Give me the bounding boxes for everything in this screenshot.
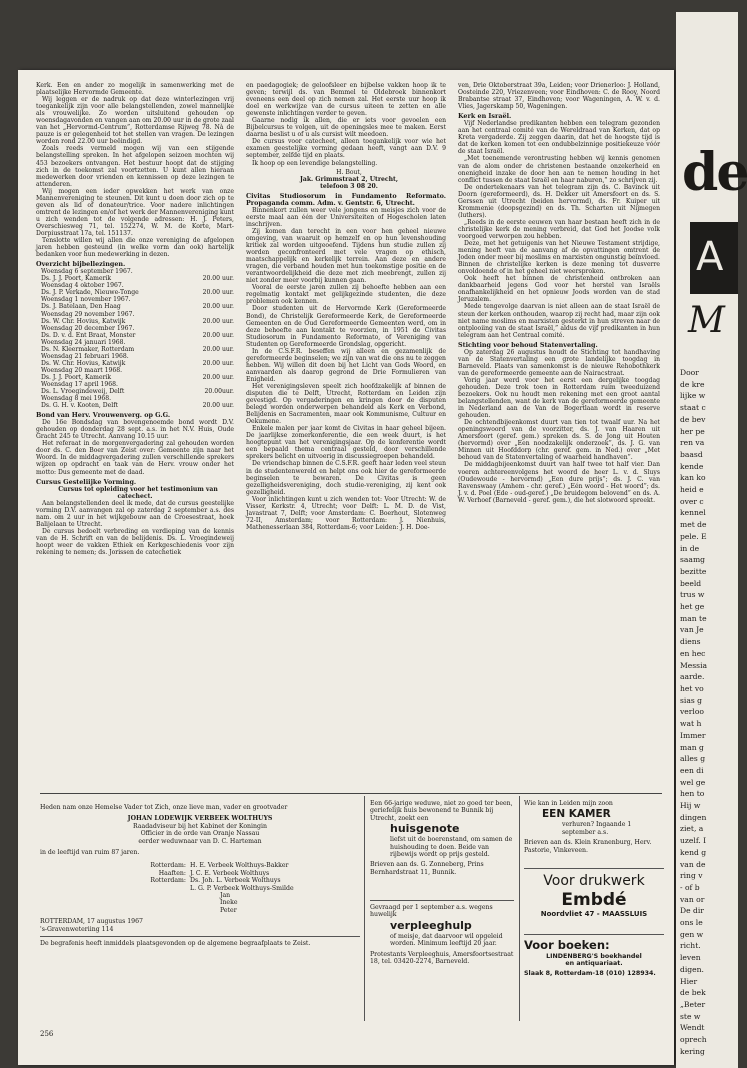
col1-intro-3: Zoals reeds vermeld mogen wij van een stijgende belangstelling spreken. In het afgelopen seizoen mochten wij 453 bezoekers ontvangen. Het bestuur hoopt dat de stijging zich in de toekomst zal voortzetten. U kunt allen hieraan medewerken door vrienden en kennissen op deze lezingen te attenderen. xyxy=(36,145,234,188)
adjacent-line: kend g xyxy=(680,847,707,857)
adjacent-line: Wendt xyxy=(680,1023,705,1033)
boeken-heading: Voor boeken: xyxy=(524,938,610,952)
schedule-row: Woensdag 17 april 1968. xyxy=(41,380,118,388)
family-row: Rotterdam: H. E. Verbeek Wolthuys-Bakker xyxy=(150,862,289,870)
schedule-row: Ds. L. Vroegindeweij, Delft 20.00uur. xyxy=(41,388,234,396)
deceased-title-2: Officier in de orde van Oranje Nassau xyxy=(140,830,260,838)
adjacent-page-edge xyxy=(676,12,747,1068)
israel-text-2: „Met toenemende verontrusting hebben wij kennis genomen van de alom onder de christenen bestaande onzekerheid en onenigheid inzake de door hen aan te nemen houding in het conflict tussen de staat Israël en haar naburen,” zo schrijven zij. xyxy=(458,155,660,184)
schedule-list xyxy=(36,268,234,409)
schedule-row: Woensdag 4 oktober 1967. xyxy=(41,282,124,290)
adjacent-line: uzelf. I xyxy=(680,836,707,846)
verpleeghulp-text: of meisje, dat daarvoor wil opgeleid worden. Minimum leeftijd 20 jaar. xyxy=(390,932,503,948)
civitas-text-9: Voor inlichtingen kunt u zich wenden tot: Voor Utrecht: W. de Visser, Kerkstr. 4, Utrecht; voor Delft: L. M. D. de Vist, Javastraat 7, Delft; voor Amsterdam: C. Boerhout, Slotenweg 72-II, Amsterdam; voor Rotterdam: J. Nienhuis, Mathenesserlaan 384, Rotterdam-6; voor Leiden: J. H. Doe- xyxy=(246,495,446,531)
col1-intro-5: Tenslotte willen wij allen die onze vereniging de afgelopen jaren hebben gesteund (in welke vorm dan ook) hartelijk bedanken voor hun medewerking in dezen. xyxy=(36,237,234,259)
adjacent-line: de kre xyxy=(680,379,705,389)
adjacent-line: wat h xyxy=(680,719,702,729)
kamer-text: verhuren? Ingaande 1 september a.s. xyxy=(562,821,632,836)
family-row: Rotterdam: Ds. Joh. L. Verbeek Wolthuys xyxy=(150,877,281,885)
civitas-text-3: Vooral de eerste jaren zullen zij behoefte hebben aan een regelmatig kontakt met gelijkgezinde studenten, die deze problemen ook kennen. xyxy=(246,284,446,306)
adjacent-black-box xyxy=(690,222,738,294)
schedule-row: Ds. J. J. Poort, Kamerik 20.00 uur. xyxy=(41,275,234,283)
adjacent-line: diens xyxy=(680,637,701,647)
family-row: Haaften: J. C. E. Verbeek Wolthuys xyxy=(158,869,270,877)
adjacent-line: in de xyxy=(680,543,700,553)
israel-text-7: Mede tengevolge daarvan is niet alleen aan de staat Israël de steun der kerken onthouden, waarop zij recht had, maar zijn ook niet name moslims en marxisten gesterkt in hun streven naar de ontplooiing van de staat Israël,” aldus de vijf predikanten in hun telegram aan het Centraal comité. xyxy=(458,303,660,339)
notice-footer: De begrafenis heeft inmiddels plaatsgevonden op de algemene begraafplaats te Zeist. xyxy=(40,940,311,948)
schedule-row: Woensdag 6 september 1967. xyxy=(41,268,133,276)
cursus-text-1: Aan belangstellenden deel ik mede, dat de cursus geestelijke vorming D.V. aanvangen zal op zaterdag 2 september a.s. des nam. om 2 uur in het wijkgebouw aan de Croesestraat, hoek Balijelaan te Utrecht. xyxy=(36,499,234,528)
col2-text-3: De cursus voor catecheet, alleen toegankelijk voor wie het examen geestelijke vorming gedaan heeft, vangt aan D.V. 9 september, zelfde tijd en plaats. xyxy=(246,138,446,160)
col1-intro-4: Wij mogen een ieder opwekken het werk van onze Mannenvereniging te steunen. Dit kunt u doen door zich op te geven als lid of donateur/trice. Voor nadere inlichtingen omtrent de lezingen en/of het werk der Mannenvereniging kunt u zich wenden tot de volgende adressen: H. J. Peters, Overschiesweg 71, tel. 152274, W. M. de Korte, Mart-Dorpiusstraat 17a, tel. 151137. xyxy=(36,187,234,237)
adjacent-line: man g xyxy=(680,742,704,752)
adjacent-line: bezitte xyxy=(680,566,707,576)
adjacent-line: kering xyxy=(680,1046,705,1056)
adjacent-line: van or xyxy=(680,894,705,904)
col3-text-top: ven, Drie Oktoberstraat 39a, Leiden; voor Drienerloo: J. Holland, Oosteinde 220, Vriezenveen; voor Eindhoven: C. de Rooy, Noord Brabantse straat 37, Eindhoven; voor Wageningen, A. W. v. d. Vlies, Jagerskamp 50, Wageningen. xyxy=(458,82,660,111)
family-list xyxy=(40,862,360,914)
col2-text-1: en paedagogiek; de geloofsleer en bijbelse vakken hoop ik te geven; terwijl ds. van Bemmel te Oldebroek binnenkort eveneens een deel op zich nemen zal. Het eerste uur hoop ik doel en werkwijze van de cursus uiteen te zetten en alle gewenste inlichtingen verder te geven. xyxy=(246,82,446,118)
column-1 xyxy=(36,82,234,790)
adjacent-column-text xyxy=(680,367,738,1057)
boeken-shop: LINDENBERG'S boekhandel xyxy=(546,953,642,960)
deceased-title-3: eerder weduwnaar van D. C. Harteman xyxy=(138,837,262,845)
huisgenote-text: liefst uit de boerenstand, om samen de huishouding te doen. Beide van rijbewijs wordt op prijs gesteld. xyxy=(390,836,513,859)
schedule-row: Woensdag 29 november 1967. xyxy=(41,310,135,318)
ad-rule xyxy=(524,868,664,869)
bond-heading: Bond van Herv. Vrouwenverg. op G.G. xyxy=(36,411,171,420)
schedule-row: Ds. J. J. Poort, Kamerik 20.00 uur. xyxy=(41,373,234,381)
ad-divider-1 xyxy=(364,796,365,1021)
stichting-text-2: Vorig jaar werd voor het eerst een dergelijke toogdag gehouden. Deze trok toen in Rotterdam ruim tweeduizend bezoekers. Ook nu houdt men rekening met een groot aantal belangstellenden, want de kerk van de gereformeerde gemeente in Nederland aan de Van de Bogertlaan wordt in reserve gehouden. xyxy=(458,376,660,420)
ad-kamer xyxy=(524,800,664,864)
family-row: L. G. P. Verbeek Wolthuys-Smilde xyxy=(190,884,294,892)
schedule-row: Woensdag 8 mei 1968. xyxy=(41,395,112,403)
adjacent-line: Hier xyxy=(680,976,698,986)
schedule-row: Ds. D. v. d. Ent Braat, Monster 20.00 uur. xyxy=(41,331,234,339)
adjacent-line: man te xyxy=(680,613,707,623)
ad-rule xyxy=(524,934,664,935)
ad-divider-2 xyxy=(519,796,520,1021)
adjacent-line: oprech xyxy=(680,1035,707,1045)
adjacent-line: saamg xyxy=(680,555,706,565)
adjacent-line: het vo xyxy=(680,683,704,693)
adjacent-line: digen. xyxy=(680,964,704,974)
civitas-text-4: Door studenten uit de Hervormde Kerk (Gereformeerde Bond), de Christelijk Gereformeerde Kerk, de Gereformeerde Gemeenten en de Oud Gereformeerde Gemeenten werd, om in deze behoefte aan kontakt te voorzien, in 1951 de Civitas Studiosorum in Fundamento Reformato, of Vereniging van Studenten op Gereformeerde Grondslag, opgericht. xyxy=(246,305,446,348)
deceased-age: in de leeftijd van ruim 87 jaren. xyxy=(40,849,140,857)
boeken-address: Slaak 8, Rotterdam-18 (010) 128934. xyxy=(524,969,656,977)
adjacent-line: ziet, a xyxy=(680,824,704,834)
adjacent-line: over c xyxy=(680,496,704,506)
cursus-text-2: De cursus bedoelt verbreding en verdieping van de kennis van de H. Schrift en van de belijdenis. Ds. L. Vroegindeweij hoopt weer de vakken Ethiek en Kerkgeschiedenis voor zijn rekening te nemen; ds. Jorissen de catechetiek xyxy=(36,527,234,557)
ad-verpleeghulp xyxy=(370,904,515,1019)
israel-text-4: „Reeds in de eerste eeuwen van haar bestaan heeft zich in de christelijke kerk de mening verbreid, dat God het Joodse volk voorgoed verworpen zou hebben. xyxy=(458,218,660,240)
adjacent-line: trus w xyxy=(680,590,705,600)
adjacent-line: alles g xyxy=(680,754,706,764)
ad-drukwerk xyxy=(524,872,664,932)
ads-divider xyxy=(40,793,662,794)
signature-phone: telefoon 3 08 20. xyxy=(320,182,378,190)
schedule-row: Woensdag 20 december 1967. xyxy=(41,324,135,332)
schedule-row: Ds. W. Chr. Hovius, Katwijk 20.00 uur. xyxy=(41,359,234,367)
adjacent-line: „Beter xyxy=(680,999,706,1009)
civitas-text-7: Enkele malen per jaar komt de Civitas in haar geheel bijeen. De jaarlijkse zomerkonferentie, die een week duurt, is het hoogtepunt van het verenigingsjaar. Op de konferentie wordt een bepaald thema centraal gesteld, door verschillende sprekers belicht en uitvoerig in discussiegroepen behandeld. xyxy=(246,425,446,461)
israel-text-1: Vijf Nederlandse predikanten hebben een telegram gezonden aan het centraal comité van de Wereldraad van Kerken, dat op Kreta vergaderde. Zij zeggen daarin, dat het de hoogste tijd is dat de kerken komen tot een ondubbelzinnige positiekeuze vóór de staat Israël. xyxy=(458,120,660,156)
cursus-heading: Cursus Gesteliijke Vorming. xyxy=(36,477,137,486)
civitas-text-2: Zij komen dan terecht in een voor hen geheel nieuwe omgeving, van waaruit op hemzelf en op hun levenshouding kritiek zal worden uitgeoefend. Tijdens hun studie zullen zij worden geconfronteerd met vele vragen op ethisch, maatschappelijk en kerkelijk terrein. Aan deze en andere vragen, die verband houden met hun toekomstige positie en de verantwoordelijkheid die deze met zich meebrengt, zullen zij niet zonder meer voorbij kunnen gaan. xyxy=(246,227,446,285)
ad-rule xyxy=(370,900,514,901)
stichting-text-1: Op zaterdag 26 augustus houdt de Stichting tot handhaving van de Statenvertaling een grote landelijke toogdag in Barneveld. Plaats van samenkomst is de nieuwe Rehobothkerk van de gereformeerde gemeente aan de Nairacstraat. xyxy=(458,348,660,377)
adjacent-line: met de xyxy=(680,520,707,530)
adjacent-line: kan ko xyxy=(680,473,706,483)
israel-text-5: Deze, met het getuigenis van het Nieuwe Testament strijdige, mening heeft van de aanvang af de opvattingen omtrent de Joden onder meer bij moslims en marxisten ongunstig beïnvloed. Binnen de christelijke kerken is deze mening tot dusverre onvoldoende of in het geheel niet weersproken. xyxy=(458,240,660,276)
adjacent-line: ste w xyxy=(680,1011,701,1021)
adjacent-line: - of b xyxy=(680,882,700,892)
signature-address: Jak. Grimmstraat 2, Utrecht, xyxy=(300,175,398,183)
ad-huisgenote xyxy=(370,800,515,900)
kamer-heading: EEN KAMER xyxy=(542,808,611,821)
adjacent-line: verloo xyxy=(680,707,704,717)
col1-intro-2: Wij leggen er de nadruk op dat deze winterlezingen vrij toegankelijk zijn voor alle belangstellenden, zowel mannelijke als vrouwelijke. Zo worden uitsluitend gehouden op woensdagavonden en vangen aan om 20.00 uur in de grote zaal van het „Hervormd-Centrum”, Rotterdamse Rijweg 78. Nà de pauze is er gelegenheid tot het stellen van vragen. De lezingen worden rond 22.00 uur beëindigd. xyxy=(36,96,234,146)
civitas-text-5: In de C.S.F.R. beseffen wij alleen en gezamenlijk de gereformeerde beginselen; we zijn van wat die ons nu te zeggen hebben. Wij willen dit doen bij het Licht van Gods Woord, en aanvaarden als daarop gegrond de Drie Formulieren van Enigheid. xyxy=(246,347,446,383)
col2-text-2: Gaarne nodig ik allen, die er iets voor gevoelen een Bijbelcursus te volgen, uit de openingsles mee te maken. Eerst daarna beslist u of u als cursist wilt meedoen. xyxy=(246,117,446,139)
schedule-row: Ds. W. Chr. Hovius, Katwijk 20.00 uur. xyxy=(41,317,234,325)
adjacent-line: staat c xyxy=(680,403,706,413)
adjacent-line: hen to xyxy=(680,789,705,799)
adjacent-line: pele. E xyxy=(680,531,707,541)
death-notice-intro: Heden nam onze Hemelse Vader tot Zich, onze lieve man, vader en grootvader xyxy=(40,804,288,811)
kamer-contact: Brieven aan ds. Klein Kranenburg, Herv. Pastorie, Vinkeveen. xyxy=(524,839,652,854)
drukwerk-address: Noordvliet 47 - MAASSLUIS xyxy=(540,910,648,918)
schedule-row: Ds. G. H. v. Kooten, Delft 20.00 uur. xyxy=(41,402,234,410)
stichting-text-3: De ochtendbijeenkomst duurt van tien tot twaalf uur. Na het openingswoord van de voorzitter, ds. J. van Haaren uit Amersfoort (geref. gem.) spreken ds. S. de Jong uit Houten (hervormd) over „Een noodzakelijk onderzoek”, ds. J. G. van Minnen uit Hoofddorp (chr. geref. gem. in Ned.) over „Met behoud van de Statenvertaling of waarheid handhaven”. xyxy=(458,419,660,462)
adjacent-line: van Je xyxy=(680,625,704,635)
schedule-row: Woensdag 21 februari 1968. xyxy=(41,352,129,360)
adjacent-line: een di xyxy=(680,765,704,775)
huisgenote-intro: Een 66-jarige weduwe, niet zo goed ter been, geriefelijk huis bewonend te Bunnik bij Utrecht, zoekt een xyxy=(370,800,513,822)
family-row: Ineke xyxy=(220,899,238,907)
adjacent-line: lijke w xyxy=(680,391,706,401)
notice-footer-rule xyxy=(40,936,360,947)
death-notice xyxy=(40,804,360,1019)
schedule-heading: Overzicht bijbellezingen. xyxy=(36,260,126,269)
drukwerk-name: Embdé xyxy=(561,890,627,910)
adjacent-line: kende xyxy=(680,461,704,471)
schedule-row: Ds. J. P. Verkade, Nieuwe-Tonge 20.00 uur. xyxy=(41,289,234,297)
verpleeghulp-contact: Protestants Verpleeghuis, Amersfoortsestraat 18, tel. 03420-2274, Barneveld. xyxy=(370,950,514,966)
adjacent-line: kennel xyxy=(680,508,706,518)
adjacent-script-letter: M xyxy=(688,300,725,341)
verpleeghulp-heading: verpleeghulp xyxy=(390,918,472,932)
family-row: Jan xyxy=(220,892,231,900)
adjacent-line: de bev xyxy=(680,414,706,424)
col2-text-4: Ik hoop op een levendige belangstelling. xyxy=(252,159,378,167)
adjacent-line: Messia xyxy=(680,660,708,670)
adjacent-box-letter: A xyxy=(696,234,724,280)
stichting-text-4: De middagbijeenkomst duurt van half twee tot half vier. Dan voeren achtereenvolgens het woord de heer L. v. d. Sluys (Oudewoude - hervormd) „Een dure prijs”; ds. J. C. van Ravenswaay (Amhem - chr. geref.) „Eén woord - Het woord”; ds. J. v. d. Poel (Ede - oud-geref.) „De bruidegom belovend” en ds. A. W. Verhoef (Barneveld - geref. gem.), die het slotwoord spreekt. xyxy=(458,461,660,504)
cursus-subheading: Cursus tot opleiding voor het testimonium van catechect. xyxy=(58,485,218,500)
adjacent-line: Door xyxy=(680,368,699,377)
notice-date: ROTTERDAM, 17 augustus 1967 xyxy=(40,918,143,926)
civitas-heading: Civitas Studiosorum in Fundamento Reformato. Propaganda comm. Adm. v. Gentstr. 6, Utrecht. xyxy=(246,191,446,207)
civitas-text-6: Het verenigingsleven speelt zich hoofdzakelijk af binnen de disputen die te Delft, Utrecht, Rotterdam en Leiden zijn gevestigd. Op vergaderingen en kringen door de disputen belegd worden onderwerpen behandeld als Kerk en Verbond, Belijdenis en Sacramenten, maar ook Kommunisme, Cultuur en Oekumene. xyxy=(246,382,446,426)
israel-text-6: Ook heeft het binnen de christenheid ontbroken aan dankbaarheid jegens God voor het herstel van Israëls onafhankelijkheid en het opnieuw Joods worden van de stad Jeruzalem. xyxy=(458,275,660,304)
kamer-intro: Wie kan in Leiden mijn zoon xyxy=(524,800,613,807)
family-row: Peter xyxy=(220,906,237,914)
adjacent-line: baasd xyxy=(680,449,703,459)
adjacent-headline: de xyxy=(682,142,747,203)
stichting-heading: Stichting voor behoud Statenvertaling. xyxy=(458,340,598,349)
adjacent-line: aarde. xyxy=(680,672,705,682)
column-2 xyxy=(246,82,446,790)
page-number: 256 xyxy=(40,1030,54,1038)
notice-address: 's-Gravenweteriing 114 xyxy=(40,925,114,933)
huisgenote-heading: huisgenote xyxy=(390,822,460,836)
huisgenote-contact: Brieven aan ds. G. Zonneberg, Prins Bernhardstraat 11, Bunnik. xyxy=(370,861,484,876)
adjacent-line: en hec xyxy=(680,648,706,658)
adjacent-line: beeld xyxy=(680,578,702,588)
adjacent-line: her pe xyxy=(680,426,705,436)
schedule-row: Ds. N. Kleermaker, Rotterdam 20.00 uur. xyxy=(41,345,234,353)
drukwerk-line1: Voor drukwerk xyxy=(543,873,645,889)
israel-text-3: De ondertekenaars van het telegram zijn ds. C. Bavinck uit Doorn (gereformeerd), ds. H. Dekker uit Amersfoort en ds. S. Gerssen uit Utrecht (beiden hervormd), ds. Fr. Kuiper uit Krommenie (doopsgezind) en ds. Th. Scharten uit Nijmegen (luthers). xyxy=(458,183,660,219)
adjacent-line: dingen xyxy=(680,812,707,822)
schedule-row: Woensdag 20 maart 1968. xyxy=(41,366,123,374)
column-3 xyxy=(458,82,660,790)
adjacent-line: ons le xyxy=(680,918,703,928)
col1-intro-1: Kerk. Een en ander zo mogelijk in samenwerking met de plaatselijke Hervormde Gemeente. xyxy=(36,82,234,97)
adjacent-line: wel ge xyxy=(680,777,706,787)
adjacent-line: leven xyxy=(680,953,701,963)
schedule-row: Ds. J. Batelaan, Den Haag 20.00 uur. xyxy=(41,303,234,311)
adjacent-line: van de xyxy=(680,859,706,869)
civitas-text-8: De vriendschap binnen de C.S.F.R. geeft haar leden veel steun in de studentenwereld en helpt ons ook hier de gereformeerde beginselen te bewaren. De Civitas is geen gezelligheidsvereniging, doch studie-vereniging, zij kent ook gezelligheid. xyxy=(246,460,446,496)
bond-text-1: De 16e Bondsdag van bovengenoemde bond wordt D.V. gehouden op donderdag 28 sept. a.s. in het N.V. Huis, Oude Gracht 245 te Utrecht. Aanvang 10.15 uur. xyxy=(36,419,234,441)
israel-heading: Kerk en Israël. xyxy=(458,112,512,121)
adjacent-line: sias g xyxy=(680,695,703,705)
adjacent-line: ring v xyxy=(680,871,703,881)
schedule-row: Woensdag 1 november 1967. xyxy=(41,296,131,304)
boeken-shop-2: en antiquariaat. xyxy=(565,960,623,968)
adjacent-line: gen w xyxy=(680,929,704,939)
adjacent-line: ren va xyxy=(680,438,705,448)
adjacent-line: Immer xyxy=(680,730,706,740)
deceased-title-1: Raadadviseur bij het Kabinet der Koningin xyxy=(133,822,267,830)
adjacent-line: De dir xyxy=(680,906,704,916)
civitas-text-1: Binnenkort zullen weer vele jongens en meisjes zich voor de eerste maal aan één der Universiteiten of Hogescholen laten inschrijven. xyxy=(246,206,446,228)
adjacent-line: heid e xyxy=(680,485,704,495)
deceased-name: JOHAN LODEWIJK VERBEEK WOLTHUYS xyxy=(127,815,273,823)
schedule-row: Woensdag 24 januari 1968. xyxy=(41,338,126,346)
verpleeghulp-intro: Gevraagd per 1 september a.s. wegens huwelijk xyxy=(370,904,493,919)
bond-text-2: Het referaat in de morgenvergadering zal gehouden worden door ds. C. den Boer van Zeist over: Gemeente zijn naar het Woord. In de middagvergadering zullen verschillende sprekers wijzen op opdracht en taak van de Herv. vrouw onder het motto: Dus gemeente met de daad. xyxy=(36,440,234,476)
signature-name: H. Bout, xyxy=(336,168,362,176)
adjacent-line: Hij w xyxy=(680,801,701,811)
ad-boeken xyxy=(524,938,664,998)
adjacent-line: de bek xyxy=(680,988,706,998)
adjacent-line: het ge xyxy=(680,602,705,612)
adjacent-line: richt. xyxy=(680,941,701,951)
